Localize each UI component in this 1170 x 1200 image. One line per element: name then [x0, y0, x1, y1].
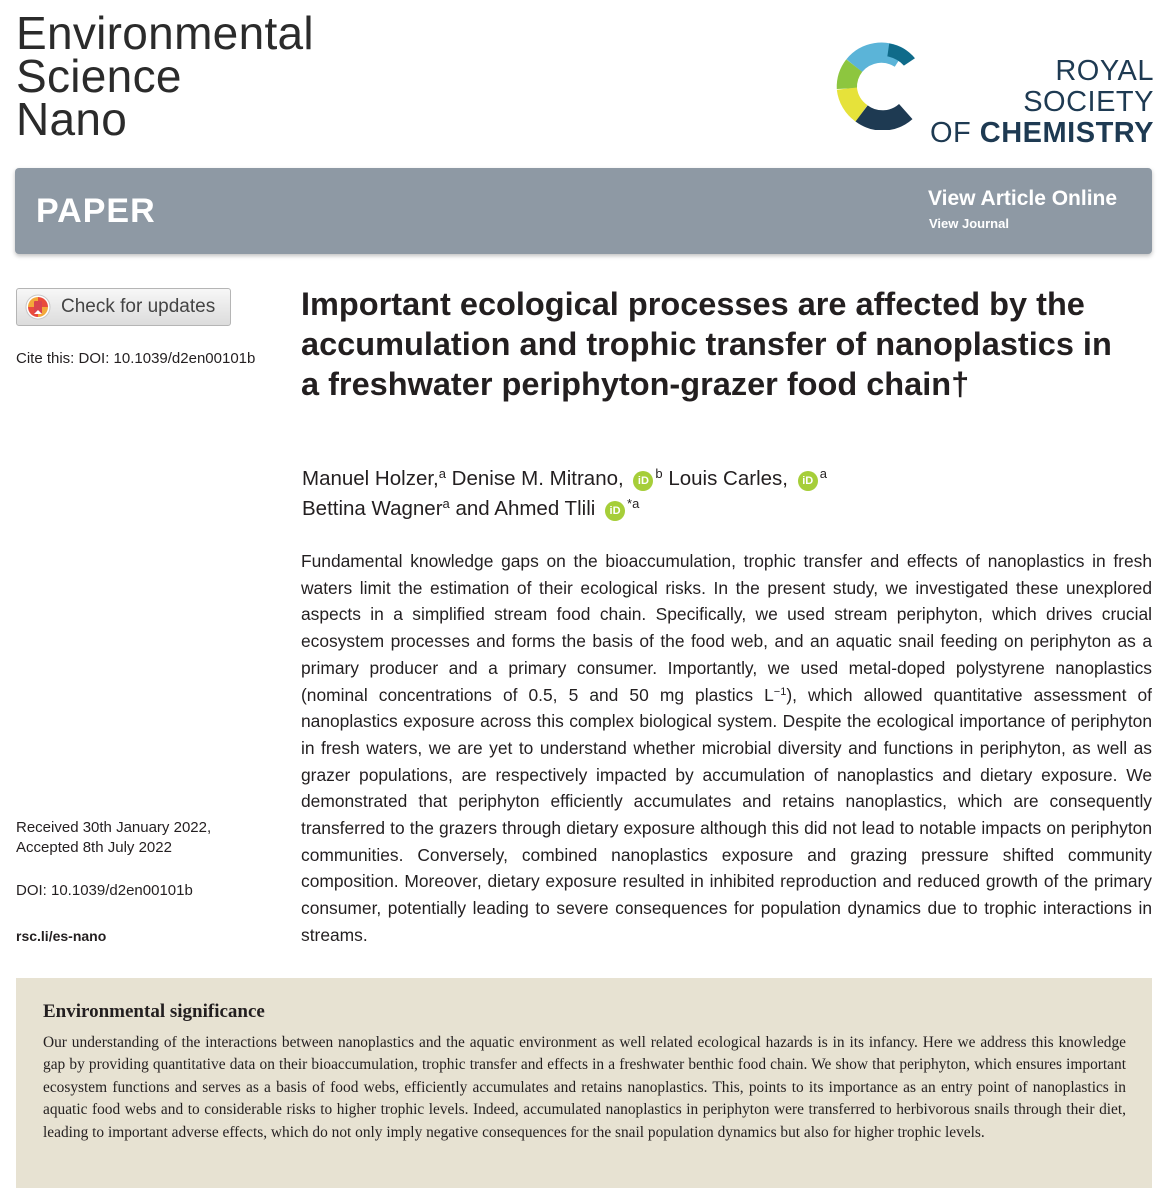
- check-updates-label: Check for updates: [61, 296, 216, 317]
- abstract-text-part2: ), which allowed quantitative assessment of nanoplastics exposure across this complex biological system. Despite the ecological importance of periphyton in fresh waters, we are yet to understand whether microbial diversity and functions in periphyton, as well as grazer populations, are respectively impacted by accumulation of nanoplastics and dietary exposure. We demonstrated that periphyton efficiently accumulates and retains nanoplastics, which are consequently transferred to the grazers through dietary exposure although this did not lead to notable impacts on periphyton communities. Conversely, combined nanoplastics exposure and grazing pressure shifted community composition. Moreover, dietary exposure resulted in inhibited reproduction and reduced growth of the primary consumer, potentially leading to severe consequences for population dynamics due to trophic interactions in streams.: [301, 684, 1152, 945]
- author-affiliation: b: [655, 466, 663, 481]
- view-article-online-link[interactable]: View Article Online: [928, 187, 1118, 210]
- article-title: Important ecological processes are affected by the accumulation and trophic transfer of nanoplastics in a freshwater periphyton-grazer food chain†: [301, 286, 1112, 402]
- author-affiliation: a: [438, 466, 446, 481]
- view-journal-link[interactable]: View Journal: [929, 216, 1009, 231]
- received-date: Received 30th January 2022,: [16, 819, 212, 836]
- check-for-updates-button[interactable]: [16, 288, 231, 326]
- publisher-name-chemistry: CHEMISTRY: [979, 117, 1154, 149]
- author-conjunction: and: [455, 497, 490, 520]
- journal-title-line3: Nano: [16, 93, 128, 145]
- significance-heading: Environmental significance: [43, 1001, 265, 1022]
- abstract-text-part1: Fundamental knowledge gaps on the bioaccumulation, trophic transfer and effects of nanoplastics in fresh waters limit the estimation of their ecological risks. In the present study, we investigated these unexplored aspects in a simplified stream food chain. Specifically, we used stream periphyton, which drives crucial ecosystem processes and forms the basis of the food web, and an aquatic snail feeding on periphyton as a primary producer and a primary consumer. Importantly, we used metal-doped polystyrene nanoplastics (nominal concentrations of 0.5, 5 and 50 mg plastics L: [301, 551, 1152, 705]
- journal-title: [16, 7, 314, 145]
- orcid-icon[interactable]: iD: [798, 471, 818, 491]
- journal-title-line1: Environmental: [16, 7, 314, 59]
- cite-label: Cite this:: [16, 350, 75, 367]
- orcid-icon[interactable]: iD: [605, 501, 625, 521]
- author-affiliation: a: [442, 496, 450, 511]
- author-name[interactable]: Manuel Holzer,: [302, 467, 439, 490]
- paper-banner: [15, 168, 1152, 254]
- author-name[interactable]: Ahmed Tlili: [494, 497, 596, 520]
- author-name[interactable]: Denise M. Mitrano,: [451, 467, 624, 490]
- author-name[interactable]: Louis Carles,: [668, 467, 788, 490]
- cite-doi[interactable]: DOI: 10.1039/d2en00101b: [78, 350, 256, 367]
- cite-this: [16, 350, 255, 367]
- journal-title-line2: Science: [16, 50, 182, 102]
- check-updates-icon: [25, 294, 51, 320]
- article-type-label: PAPER: [36, 192, 156, 230]
- article-dates: [16, 818, 211, 858]
- publisher-name-line1: ROYAL SOCIETY: [1023, 55, 1154, 118]
- doi-label[interactable]: DOI: 10.1039/d2en00101b: [16, 882, 193, 899]
- author-list: [302, 464, 1152, 524]
- significance-text: Our understanding of the interactions between nanoplastics and the aquatic environment as well related ecological hazards is in its infancy. Here we address this knowledge gap by providing quantitative data on their bioaccumulation, trophic transfer and effects in a freshwater benthic food chain. We show that periphyton, which ensures important ecosystem functions and serves as a basis of food webs, efficiently accumulates and retains nanoplastics. This, points to its importance as an entry point of nanoplastics in aquatic food webs and to considerable risks to higher trophic levels. Indeed, accumulated nanoplastics in periphyton were transferred to herbivorous snails through their diet, leading to important adverse effects, which do not only imply negative consequences for the snail population dynamics but also for higher trophic levels.: [43, 1034, 1126, 1141]
- rsc-logo-icon: [834, 38, 926, 130]
- author-name[interactable]: Bettina Wagner: [302, 497, 443, 520]
- author-affiliation: *a: [627, 496, 640, 511]
- accepted-date: Accepted 8th July 2022: [16, 839, 172, 856]
- abstract-superscript: −1: [773, 685, 787, 698]
- abstract: [301, 548, 1152, 949]
- author-affiliation: a: [819, 466, 827, 481]
- journal-short-link[interactable]: rsc.li/es-nano: [16, 928, 107, 944]
- publisher-name-line2: [918, 118, 1154, 149]
- publisher-name-of: OF: [929, 117, 980, 149]
- publisher-name: [918, 56, 1154, 149]
- orcid-icon[interactable]: iD: [633, 471, 653, 491]
